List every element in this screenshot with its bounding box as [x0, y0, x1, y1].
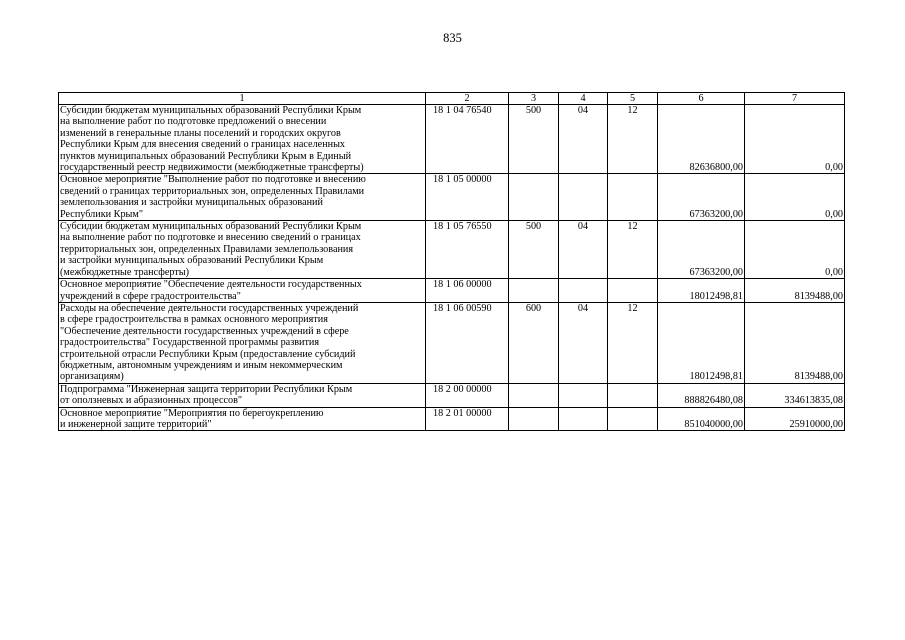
amount-col-7: 8139488,00 [745, 302, 845, 383]
table-row [59, 174, 845, 221]
description-line: Республики Крым для внесения сведений о границах населенных [60, 139, 346, 151]
table-row [59, 383, 845, 407]
subsection-code: 12 [608, 302, 658, 383]
target-article-code: 18 1 06 00590 [426, 302, 509, 383]
col-header-6: 6 [658, 93, 745, 105]
section-code: 04 [559, 302, 608, 383]
budget-table [58, 92, 845, 431]
row-description [59, 174, 426, 221]
description-line: Субсидии бюджетам муниципальных образований Республики Крым [60, 221, 362, 233]
description-line: бюджетным, автономным учреждениям и иным некоммерческим [60, 359, 343, 371]
description-line: территориальных зон, определенных Правилами землепользования [60, 243, 354, 255]
description-line: Основное мероприятие "Обеспечение деятельности государственных [60, 279, 362, 291]
col-header-5: 5 [608, 93, 658, 105]
table-row [59, 221, 845, 279]
col-header-1: 1 [59, 93, 426, 105]
amount-col-6: 67363200,00 [658, 174, 745, 221]
description-line: и застройки муниципальных образований Республики Крым [60, 255, 324, 267]
target-article-code: 18 1 06 00000 [426, 279, 509, 303]
target-article-code: 18 1 05 00000 [426, 174, 509, 221]
description-line: Расходы на обеспечение деятельности государственных учреждений [60, 302, 359, 314]
target-article-code: 18 1 05 76550 [426, 221, 509, 279]
subsection-code [608, 407, 658, 431]
section-code [559, 174, 608, 221]
amount-col-7: 25910000,00 [745, 407, 845, 431]
description-line: государственный реестр недвижимости (межбюджетные трансферты) [60, 162, 364, 174]
description-line: учреждений в сфере градостроительства" [60, 290, 241, 302]
amount-col-6: 18012498,81 [658, 279, 745, 303]
description-line: Подпрограмма "Инженерная защита территории Республики Крым [60, 383, 353, 395]
table-header-row [59, 93, 845, 105]
section-code [559, 407, 608, 431]
description-line: Республики Крым" [60, 208, 143, 220]
description-line: Субсидии бюджетам муниципальных образований Республики Крым [60, 105, 362, 116]
expense-type-code: 500 [509, 105, 559, 174]
target-article-code: 18 1 04 76540 [426, 105, 509, 174]
table-row [59, 105, 845, 174]
description-line: изменений в генеральные планы поселений и городских округов [60, 127, 341, 139]
description-line: Основное мероприятие "Выполнение работ по подготовке и внесению [60, 174, 366, 186]
row-description [59, 105, 426, 174]
description-line: от оползневых и абразионных процессов" [60, 395, 243, 407]
row-description [59, 221, 426, 279]
description-line: пунктов муниципальных образований Республики Крым в Единый [60, 150, 352, 162]
col-header-7: 7 [745, 93, 845, 105]
description-line: на выполнение работ по подготовке и внесению сведений о границах [60, 232, 361, 244]
amount-col-6: 851040000,00 [658, 407, 745, 431]
description-line: "Обеспечение деятельности государственных учреждений в сфере [60, 325, 349, 337]
description-line: землепользования и застройки муниципальных образований [60, 197, 323, 209]
col-header-2: 2 [426, 93, 509, 105]
row-description [59, 407, 426, 431]
row-description [59, 383, 426, 407]
description-line: на выполнение работ по подготовке предложений о внесении [60, 116, 327, 128]
row-description [59, 279, 426, 303]
amount-col-6: 67363200,00 [658, 221, 745, 279]
amount-col-6: 18012498,81 [658, 302, 745, 383]
target-article-code: 18 2 00 00000 [426, 383, 509, 407]
table-row [59, 302, 845, 383]
subsection-code [608, 174, 658, 221]
row-description [59, 302, 426, 383]
page-number: 835 [443, 31, 462, 45]
expense-type-code [509, 383, 559, 407]
description-line: в сфере градостроительства в рамках основного мероприятия [60, 314, 328, 326]
amount-col-7: 334613835,08 [745, 383, 845, 407]
col-header-4: 4 [559, 93, 608, 105]
description-line: строительной отрасли Республики Крым (предоставление субсидий [60, 348, 356, 360]
expense-type-code [509, 279, 559, 303]
description-line: сведений о границах территориальных зон, определенных Правилами [60, 185, 365, 197]
expense-type-code: 500 [509, 221, 559, 279]
amount-col-7: 0,00 [745, 174, 845, 221]
section-code [559, 279, 608, 303]
amount-col-6: 888826480,08 [658, 383, 745, 407]
expense-type-code [509, 407, 559, 431]
subsection-code [608, 279, 658, 303]
description-line: организациям) [60, 371, 124, 383]
table-row [59, 279, 845, 303]
description-line: градостроительства" Государственной программы развития [60, 337, 320, 349]
amount-col-7: 0,00 [745, 221, 845, 279]
section-code [559, 383, 608, 407]
target-article-code: 18 2 01 00000 [426, 407, 509, 431]
expense-type-code [509, 174, 559, 221]
section-code: 04 [559, 105, 608, 174]
col-header-3: 3 [509, 93, 559, 105]
description-line: Основное мероприятие "Мероприятия по берегоукреплению [60, 407, 324, 419]
amount-col-6: 82636800,00 [658, 105, 745, 174]
section-code: 04 [559, 221, 608, 279]
table-row [59, 407, 845, 431]
amount-col-7: 8139488,00 [745, 279, 845, 303]
subsection-code: 12 [608, 221, 658, 279]
amount-col-7: 0,00 [745, 105, 845, 174]
expense-type-code: 600 [509, 302, 559, 383]
subsection-code [608, 383, 658, 407]
subsection-code: 12 [608, 105, 658, 174]
description-line: и инженерной защите территорий" [60, 418, 212, 430]
description-line: (межбюджетные трансферты) [60, 266, 190, 278]
